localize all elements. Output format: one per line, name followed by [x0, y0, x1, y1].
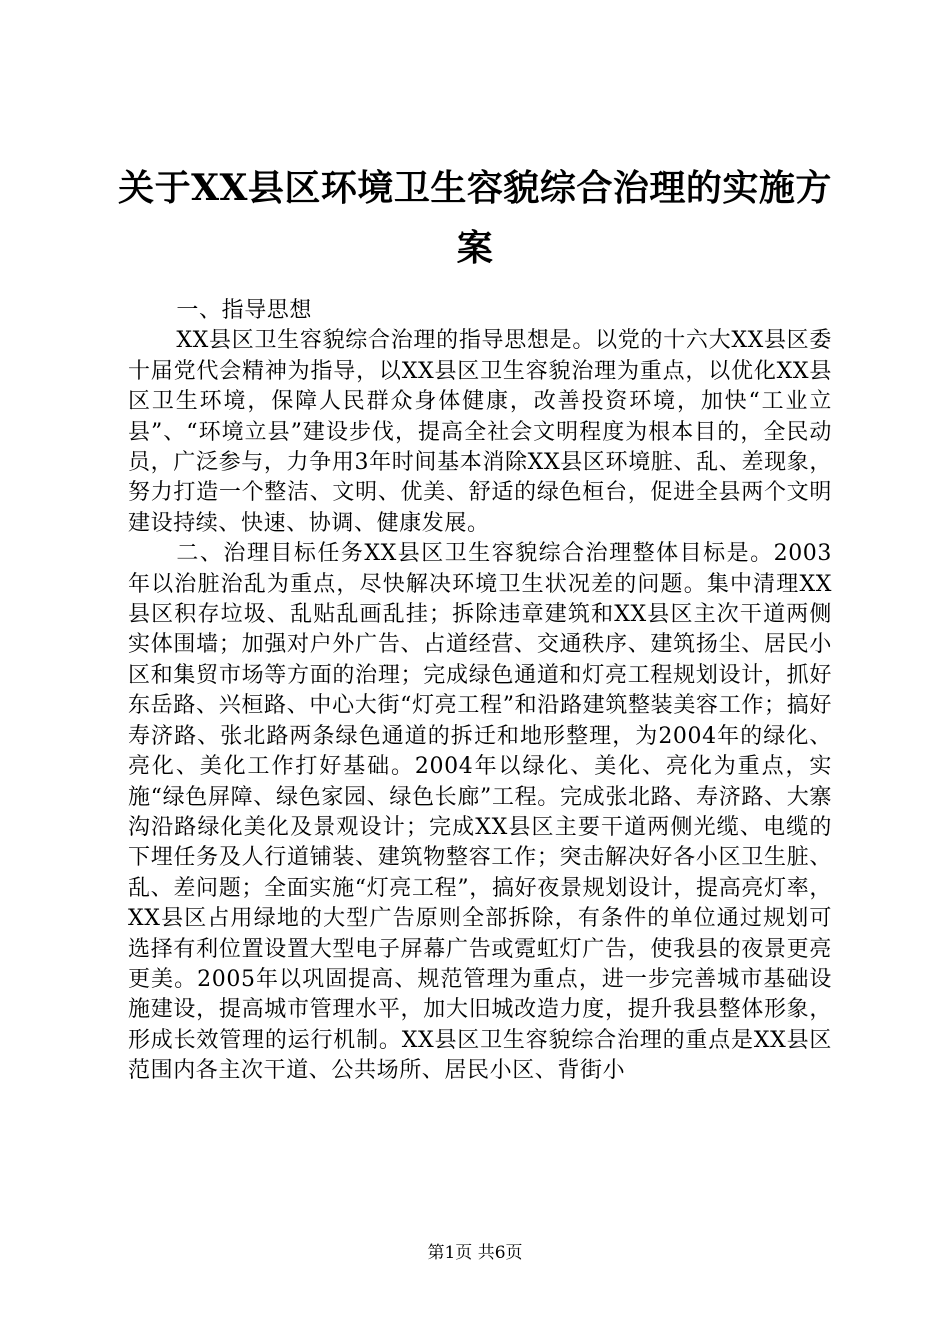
- document-title: 关于XX县区环境卫生容貌综合治理的实施方案: [118, 167, 832, 269]
- page-footer: 第1页 共6页: [427, 1243, 523, 1263]
- paragraph-governance-goals: 二、治理目标任务XX县区卫生容貌综合治理整体目标是。2003年以治脏治乱为重点，尽快解决环境卫生状况差的问题。集中清理XX县区积存垃圾、乱贴乱画乱挂；拆除违章建筑和XX县区主次干道两侧实体围墙；加强对户外广告、占道经营、交通秩序、建筑扬尘、居民小区和集贸市场等方面的治理；完成绿色通道和灯亮工程规划设计，抓好东岳路、兴桓路、中心大街“灯亮工程”和沿路建筑整装美容工作；搞好寿济路、张北路两条绿色通道的拆迁和地形整理，为2004年的绿化、亮化、美化工作打好基础。2004年以绿化、美化、亮化为重点，实施“绿色屏障、绿色家园、绿色长廊”工程。完成张北路、寿济路、大寨沟沿路绿化美化及景观设计；完成XX县区主要干道两侧光缆、电缆的下埋任务及人行道铺装、建筑物整容工作；突击解决好各小区卫生脏、乱、差问题；全面实施“灯亮工程”，搞好夜景规划设计，提高亮灯率，XX县区占用绿地的大型广告原则全部拆除，有条件的单位通过规划可选择有利位置设置大型电子屏幕广告或霓虹灯广告，使我县的夜景更亮更美。2005年以巩固提高、规范管理为重点，进一步完善城市基础设施建设，提高城市管理水平，加大旧城改造力度，提升我县整体形象，形成长效管理的运行机制。XX县区卫生容貌综合治理的重点是XX县区范围内各主次干道、公共场所、居民小区、背街小: [128, 541, 832, 1084]
- section-heading-guiding-ideology: 一、指导思想: [176, 298, 312, 323]
- paragraph-guiding-ideology: XX县区卫生容貌综合治理的指导思想是。以党的十六大XX县区委十届党代会精神为指导，以XX县区卫生容貌治理为重点，以优化XX县区卫生环境，保障人民群众身体健康，改善投资环境，加快“工业立县”、“环境立县”建设步伐，提高全社会文明程度为根本目的，全民动员，广泛参与，力争用3年时间基本消除XX县区环境脏、乱、差现象，努力打造一个整洁、文明、优美、舒适的绿色桓台，促进全县两个文明建设持续、快速、协调、健康发展。: [128, 328, 832, 536]
- document-body: [128, 296, 832, 1087]
